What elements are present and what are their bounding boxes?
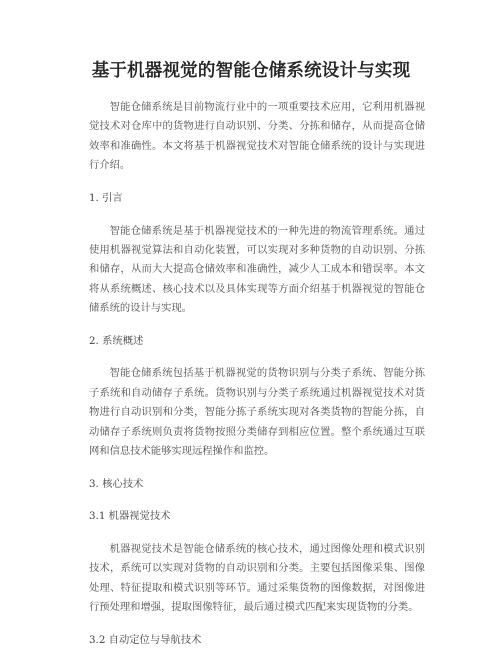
heading-machine-vision: 3.1 机器视觉技术 bbox=[89, 510, 171, 523]
document-title: 基于机器视觉的智能仓储系统设计与实现 bbox=[91, 61, 411, 81]
heading-core-technology: 3. 核心技术 bbox=[89, 478, 144, 490]
heading-positioning-navigation: 3.2 自动定位与导航技术 bbox=[89, 633, 202, 646]
paragraph-introduction: 智能仓储系统是基于机器视觉技术的一种先进的物流管理系统。通过使用机器视觉算法和自动化装置，可以实现对多种货物的自动识别、分拣和储存，从而大大提高仓储效率和准确性，减少人工成本和错误率。本文将从系统概述、核心技术以及具体实现等方面介绍基于机器视觉的智能仓储系统的设计与实现。 bbox=[89, 224, 425, 315]
paragraph-system-overview: 智能仓储系统包括基于机器视觉的货物识别与分类子系统、智能分拣子系统和自动储存子系统。货物识别与分类子系统通过机器视觉技术对货物进行自动识别和分类，智能分拣子系统实现对各类货物的智能分拣，自动储存子系统则负责将货物按照分类储存到相应位置。整个系统通过互联网和信息技术能够实现远程操作和监控。 bbox=[89, 367, 425, 458]
document-body bbox=[89, 98, 425, 663]
paragraph-machine-vision: 机器视觉技术是智能仓储系统的核心技术，通过图像处理和模式识别技术，系统可以实现对货物的自动识别和分类。主要包括图像采集、图像处理、特征提取和模式识别等环节。通过采集货物的图像数据，对图像进行预处理和增强，提取图像特征，最后通过模式匹配来实现货物的分类。 bbox=[89, 542, 425, 614]
paragraph-intro: 智能仓储系统是目前物流行业中的一项重要技术应用，它利用机器视觉技术对仓库中的货物进行自动识别、分类、分拣和储存，从而提高仓储效率和准确性。本文将基于机器视觉技术对智能仓储系统的设计与实现进行介绍。 bbox=[89, 101, 425, 172]
heading-system-overview: 2. 系统概述 bbox=[89, 335, 144, 348]
heading-introduction: 1. 引言 bbox=[89, 192, 123, 205]
